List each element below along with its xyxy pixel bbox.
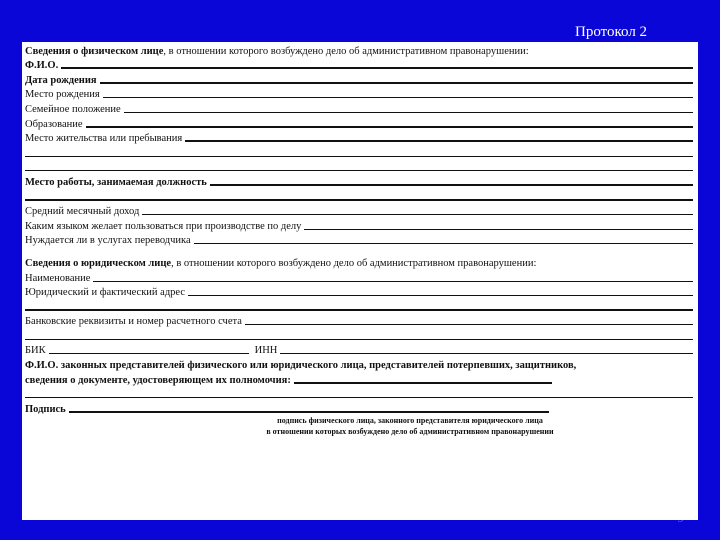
- language-input-line[interactable]: [304, 220, 693, 230]
- field-label: Средний месячный доход: [25, 206, 140, 218]
- residence-input-line-3[interactable]: [25, 161, 693, 171]
- residence-input-line[interactable]: [185, 131, 693, 142]
- individual-heading: [25, 42, 693, 57]
- field-signature: [25, 400, 693, 415]
- field-education: [25, 115, 693, 130]
- interpreter-input-line[interactable]: [194, 234, 693, 244]
- fio-input-line[interactable]: [61, 58, 693, 69]
- field-label: Наименование: [25, 272, 91, 284]
- entity-name-input-line[interactable]: [93, 272, 693, 282]
- slide-title: Протокол 2: [575, 24, 648, 40]
- field-fio: [25, 57, 693, 72]
- workplace-input-line-2[interactable]: [25, 190, 693, 201]
- signature-input-line[interactable]: [69, 402, 549, 413]
- workplace-continuation: [25, 188, 693, 203]
- birth-place-input-line[interactable]: [103, 88, 693, 98]
- protocol-form: [25, 42, 693, 437]
- residence-continuation: [25, 159, 693, 174]
- signature-caption: [25, 415, 575, 437]
- representatives-label-2: [25, 371, 693, 386]
- residence-continuation: [25, 144, 693, 159]
- field-label: Образование: [25, 118, 83, 130]
- field-label: Место рождения: [25, 89, 100, 101]
- marital-status-input-line[interactable]: [124, 103, 693, 113]
- legal-heading-bold: Сведения о юридическом лице: [25, 257, 172, 269]
- field-birth-place: [25, 86, 693, 101]
- field-residence: [25, 130, 693, 145]
- field-label: Ф.И.О.: [25, 60, 59, 72]
- field-entity-name: [25, 269, 693, 284]
- address-continuation: [25, 298, 693, 313]
- field-label: БИК: [25, 345, 46, 357]
- field-label: Место работы, занимаемая должность: [25, 176, 207, 188]
- bank-details-input-line[interactable]: [245, 315, 693, 325]
- representatives-continuation: [25, 386, 693, 401]
- field-label: Подпись: [25, 403, 66, 415]
- education-input-line[interactable]: [86, 117, 693, 128]
- birth-date-input-line[interactable]: [100, 73, 693, 84]
- field-bik-inn: [25, 342, 693, 357]
- bank-continuation: [25, 327, 693, 342]
- protocol-form-sheet: [22, 42, 698, 520]
- caption-line-1: подпись физического лица, законного представителя юридического лица: [277, 415, 543, 425]
- entity-address-input-line[interactable]: [188, 286, 693, 296]
- field-birth-date: [25, 71, 693, 86]
- field-language: [25, 217, 693, 232]
- field-label: Каким языком желает пользоваться при производстве по делу: [25, 220, 302, 232]
- caption-line-2: в отношении которых возбуждено дело об административном правонарушении: [266, 426, 554, 436]
- field-marital-status: [25, 100, 693, 115]
- field-label: Нуждается ли в услугах переводчика: [25, 235, 191, 247]
- field-label: Юридический и фактический адрес: [25, 287, 185, 299]
- entity-address-input-line-2[interactable]: [25, 300, 693, 311]
- representatives-label-1: [25, 356, 693, 371]
- inn-input-line[interactable]: [280, 344, 693, 354]
- legal-heading-rest: , в отношении которого возбуждено дело об административном правонарушении:: [171, 257, 537, 269]
- individual-heading-rest: , в отношении которого возбуждено дело об административном правонарушении:: [163, 45, 529, 57]
- field-entity-address: [25, 284, 693, 299]
- field-workplace: [25, 173, 693, 188]
- field-label: Ф.И.О. законных представителей физического или юридического лица, представителей потерпевших, защитников,: [25, 360, 577, 372]
- individual-heading-bold: Сведения о физическом лице: [25, 45, 164, 57]
- residence-input-line-2[interactable]: [25, 147, 693, 157]
- field-income: [25, 203, 693, 218]
- representatives-input-line[interactable]: [294, 373, 552, 384]
- bank-details-input-line-2[interactable]: [25, 330, 693, 340]
- income-input-line[interactable]: [142, 205, 693, 215]
- field-label: Дата рождения: [25, 74, 97, 86]
- representatives-input-line-2[interactable]: [25, 388, 693, 398]
- bik-input-line[interactable]: [49, 344, 249, 354]
- field-interpreter: [25, 232, 693, 247]
- field-label: Банковские реквизиты и номер расчетного счета: [25, 316, 242, 328]
- workplace-input-line[interactable]: [210, 175, 693, 186]
- legal-entity-heading: [25, 254, 693, 269]
- field-label: Место жительства или пребывания: [25, 133, 183, 145]
- field-label: Семейное положение: [25, 103, 121, 115]
- field-bank-details: [25, 313, 693, 328]
- field-label: ИНН: [254, 345, 278, 357]
- field-label: сведения о документе, удостоверяющем их полномочия:: [25, 374, 291, 386]
